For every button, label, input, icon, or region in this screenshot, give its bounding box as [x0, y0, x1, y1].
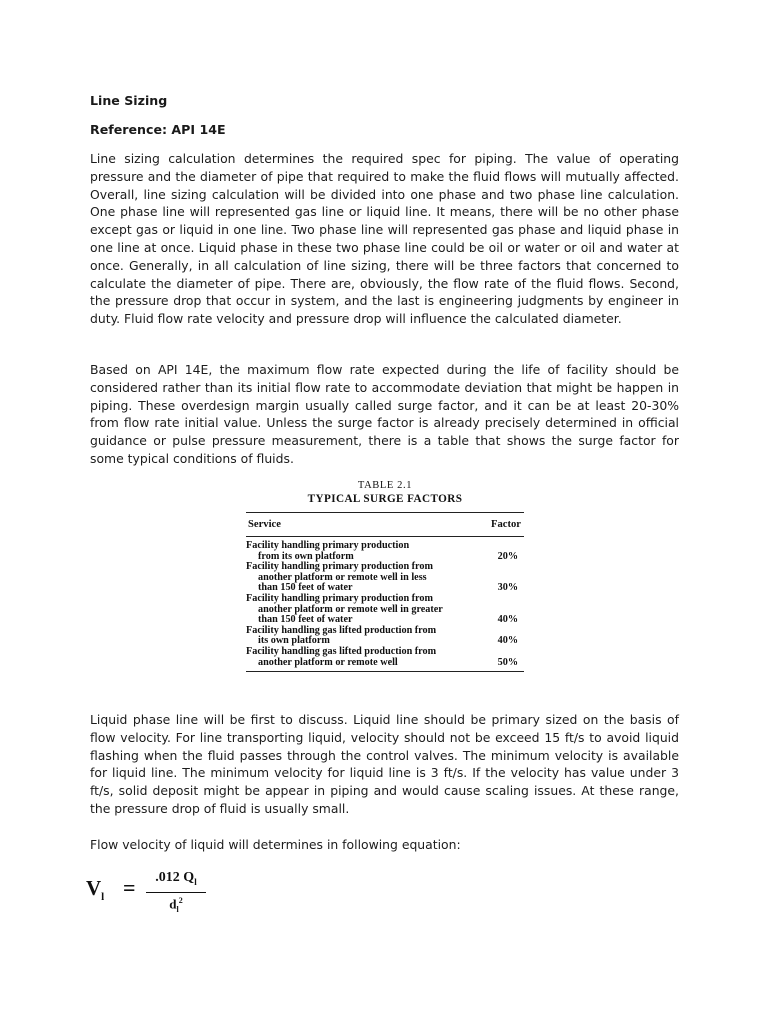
equation-flow-symbol: Q	[183, 870, 195, 885]
factor-cell: 50%	[497, 656, 518, 668]
equation-lhs-subscript: l	[101, 891, 105, 904]
service-text-line: another platform or remote well in greater	[258, 603, 443, 615]
equation-diameter-symbol: d	[169, 896, 177, 912]
equation-numerator	[146, 869, 206, 891]
table-body	[246, 537, 524, 671]
service-text-line: another platform or remote well	[258, 656, 398, 668]
liquid-velocity-equation	[86, 866, 226, 916]
service-cell	[246, 562, 466, 594]
factor-cell: 30%	[497, 582, 518, 594]
service-text-line: from its own platform	[258, 550, 354, 562]
service-text-line: Facility handling primary production	[246, 540, 410, 551]
surge-factor-table	[246, 480, 524, 672]
equation-diameter-exponent: 2	[178, 895, 183, 905]
equation-flow-subscript: l	[194, 876, 197, 887]
equation-lhs-symbol: V	[86, 876, 102, 900]
service-text-line: than 150 feet of water	[258, 582, 353, 594]
factor-cell: 40%	[497, 614, 518, 626]
table-row	[246, 594, 524, 626]
document-title: Line Sizing	[90, 93, 168, 108]
service-text-line: Facility handling primary production from	[246, 561, 433, 573]
table-row	[246, 626, 524, 647]
equation-lhs	[86, 876, 104, 903]
paragraph-equation-intro: Flow velocity of liquid will determines in following equation:	[90, 837, 461, 852]
service-text-line: Facility handling primary production from	[246, 592, 433, 604]
equation-fraction	[146, 869, 206, 917]
table-row	[246, 541, 524, 562]
header-factor: Factor	[491, 519, 521, 530]
equation-fraction-bar	[146, 892, 206, 893]
table-number: TABLE 2.1	[357, 480, 413, 491]
equation-coefficient: .012	[155, 870, 180, 885]
service-text-line: Facility handling gas lifted production from	[246, 624, 437, 636]
service-cell	[246, 594, 466, 626]
service-cell	[246, 541, 466, 562]
table-bottom-rule	[246, 671, 524, 672]
paragraph-line-sizing-intro: Line sizing calculation determines the required spec for piping. The value of operating pressure and the diameter of pipe that required to make the fluid flows will mutually affected. Overall, line sizing calculation will be divided into one phase and two phase line calculation. One phase line will represented gas line or liquid line. It means, there will be no other phase except gas or liquid in one line. Two phase line will represented gas phase and liquid phase in one line at once. Liquid phase in these two phase line could be oil or water or oil and water at once. Generally, in all calculation of line sizing, there will be three factors that concerned to calculate the diameter of pipe. There are, obviously, the flow rate of the fluid flows. Second, the pressure drop that occur in system, and the last is engineering judgments by engineer in duty. Fluid flow rate velocity and pressure drop will influence the calculated diameter.	[90, 151, 679, 327]
service-cell	[246, 626, 466, 647]
equation-denominator	[146, 894, 206, 917]
paragraph-liquid-line: Liquid phase line will be first to discuss. Liquid line should be primary sized on the basis of flow velocity. For line transporting liquid, velocity should not be exceed 15 ft/s to avoid liquid flashing when the fluid passes through the control valves. The minimum velocity is available for liquid line. The minimum velocity for liquid line is 3 ft/s. If the velocity has value under 3 ft/s, solid deposit might be appear in piping and would cause scaling issues. At these range, the pressure drop of fluid is usually small.	[90, 712, 679, 816]
table-header-row	[246, 513, 524, 536]
equation-diameter-subscript: l	[176, 904, 179, 914]
equation-equals-sign: =	[123, 875, 136, 900]
table-row	[246, 562, 524, 594]
service-text-line: its own platform	[258, 635, 330, 647]
factor-cell: 40%	[497, 635, 518, 647]
service-text-line: another platform or remote well in less	[258, 571, 427, 583]
table-row	[246, 647, 524, 668]
reference-line: Reference: API 14E	[90, 122, 226, 137]
service-text-line: Facility handling gas lifted production from	[246, 645, 437, 657]
service-cell	[246, 647, 466, 668]
factor-cell: 20%	[497, 550, 518, 562]
paragraph-surge-factor: Based on API 14E, the maximum flow rate expected during the life of facility should be considered rather than its initial flow rate to accommodate deviation that might be happen in piping. These overdesign margin usually called surge factor, and it can be at least 20-30% from flow rate initial value. Unless the surge factor is already precisely determined in official guidance or pulse pressure measurement, there is a table that shows the surge factor for some typical conditions of fluids.	[90, 362, 679, 466]
table-title: TYPICAL SURGE FACTORS	[307, 493, 463, 505]
service-text-line: than 150 feet of water	[258, 614, 353, 626]
header-service: Service	[248, 519, 281, 530]
